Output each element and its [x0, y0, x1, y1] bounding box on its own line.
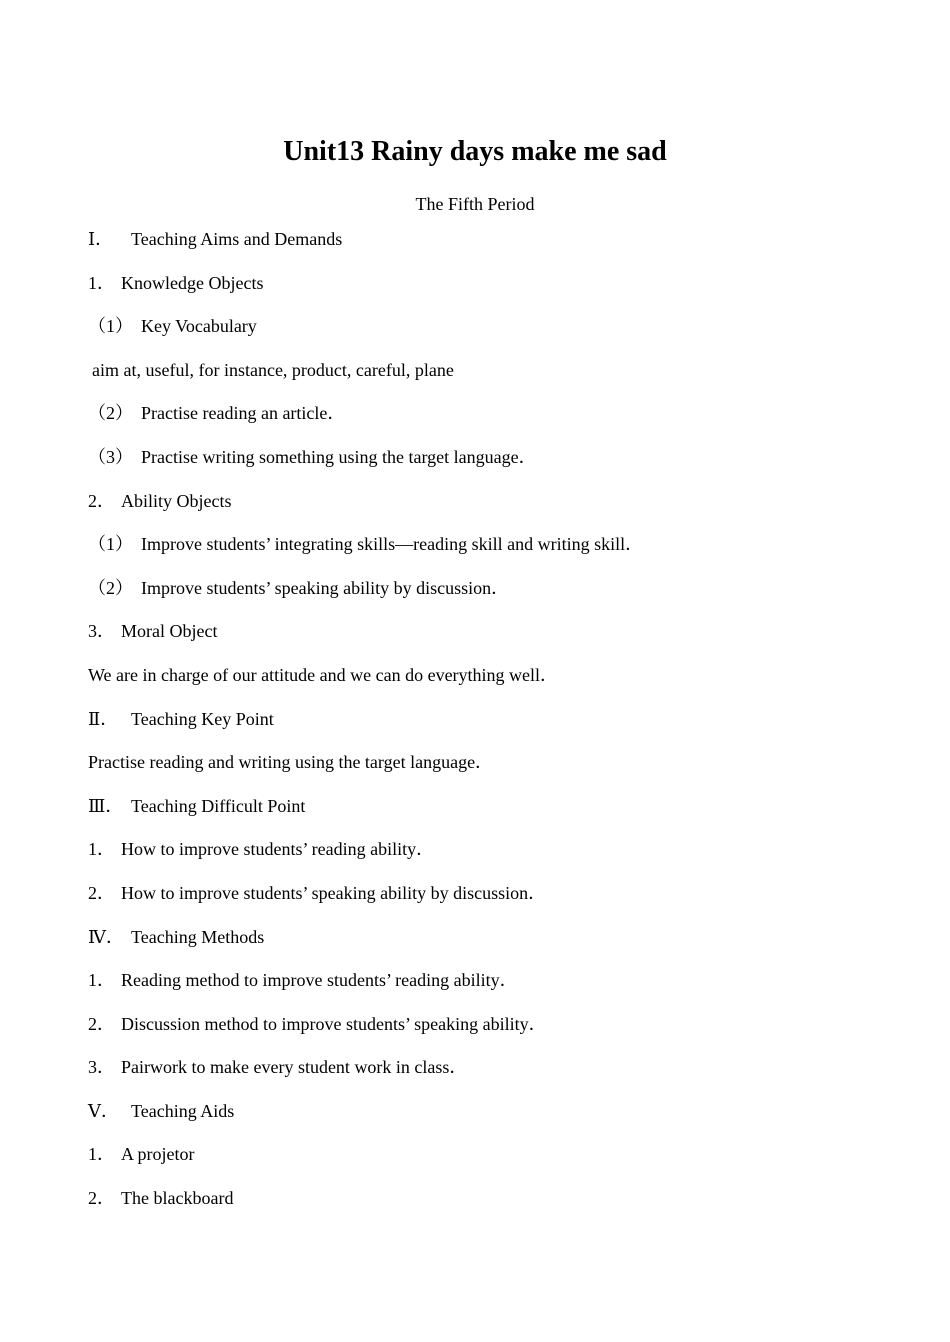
- line-text: We are in charge of our attitude and we can do everything well．: [88, 664, 559, 685]
- line-text: Discussion method to improve students’ speaking ability．: [121, 1013, 547, 1034]
- line-text: Teaching Difficult Point: [131, 795, 306, 816]
- document-line: [88, 837, 888, 881]
- line-text: aim at, useful, for instance, product, careful, plane: [92, 359, 454, 380]
- line-marker: 1．: [88, 970, 115, 991]
- line-text: Teaching Methods: [131, 926, 265, 947]
- line-text: The blackboard: [121, 1188, 234, 1209]
- line-text: A projetor: [121, 1144, 195, 1165]
- line-marker: Ⅲ．: [88, 795, 124, 816]
- line-text: Teaching Aids: [131, 1100, 235, 1121]
- document-line: [88, 1099, 888, 1143]
- document-line: [88, 314, 888, 358]
- document-line: [88, 663, 888, 707]
- document-line: [88, 881, 888, 925]
- line-text: Pairwork to make every student work in class．: [121, 1057, 468, 1078]
- document-title: Unit13 Rainy days make me sad: [283, 136, 667, 167]
- line-marker: 1．: [88, 272, 115, 293]
- line-marker: 2．: [88, 490, 115, 511]
- line-marker: （1）: [88, 534, 133, 555]
- line-marker: （1）: [88, 316, 133, 337]
- line-text: Ability Objects: [121, 490, 232, 511]
- line-marker: 2．: [88, 1188, 115, 1209]
- document-line: [88, 619, 888, 663]
- document-line: [88, 707, 888, 751]
- document-line: [88, 227, 888, 271]
- document-line: [88, 445, 888, 489]
- line-marker: 2．: [88, 882, 115, 903]
- document-line: [88, 532, 888, 576]
- document-subtitle: The Fifth Period: [415, 194, 535, 214]
- line-text: How to improve students’ reading ability．: [121, 839, 435, 860]
- line-text: Improve students’ integrating skills—reading skill and writing skill．: [141, 534, 644, 555]
- line-marker: （2）: [88, 577, 133, 598]
- line-text: Improve students’ speaking ability by discussion．: [141, 577, 510, 598]
- line-text: Practise writing something using the target language．: [141, 446, 537, 467]
- document-line: [88, 1012, 888, 1056]
- line-text: How to improve students’ speaking ability by discussion．: [121, 882, 547, 903]
- line-text: Practise reading an article．: [141, 403, 346, 424]
- line-text: Knowledge Objects: [121, 272, 264, 293]
- document-line: [88, 271, 888, 315]
- document-line: [88, 576, 888, 620]
- line-marker: （3）: [88, 446, 133, 467]
- line-marker: Ⅱ．: [88, 708, 119, 729]
- line-text: Practise reading and writing using the target language．: [88, 752, 494, 773]
- line-text: Moral Object: [121, 621, 218, 642]
- document-line: [88, 925, 888, 969]
- line-text: Teaching Key Point: [131, 708, 274, 729]
- line-text: Key Vocabulary: [141, 316, 257, 337]
- document-line: [88, 489, 888, 533]
- line-marker: Ⅳ．: [88, 926, 124, 947]
- line-text: Teaching Aims and Demands: [131, 229, 343, 249]
- document-line: [88, 794, 888, 838]
- document-line: [88, 1186, 888, 1230]
- line-marker: 3．: [88, 1057, 115, 1078]
- document-line: [88, 1142, 888, 1186]
- line-marker: Ⅰ．: [88, 229, 114, 249]
- document-line: [88, 750, 888, 794]
- line-marker: （2）: [88, 403, 133, 424]
- line-text: Reading method to improve students’ reading ability．: [121, 970, 518, 991]
- document-body: [88, 227, 888, 1230]
- line-marker: 3．: [88, 621, 115, 642]
- document-line: [88, 358, 888, 402]
- document-line: [88, 1055, 888, 1099]
- line-marker: Ⅴ．: [88, 1100, 119, 1121]
- line-marker: 2．: [88, 1013, 115, 1034]
- document-line: [88, 968, 888, 1012]
- document-line: [88, 401, 888, 445]
- line-marker: 1．: [88, 1144, 115, 1165]
- line-marker: 1．: [88, 839, 115, 860]
